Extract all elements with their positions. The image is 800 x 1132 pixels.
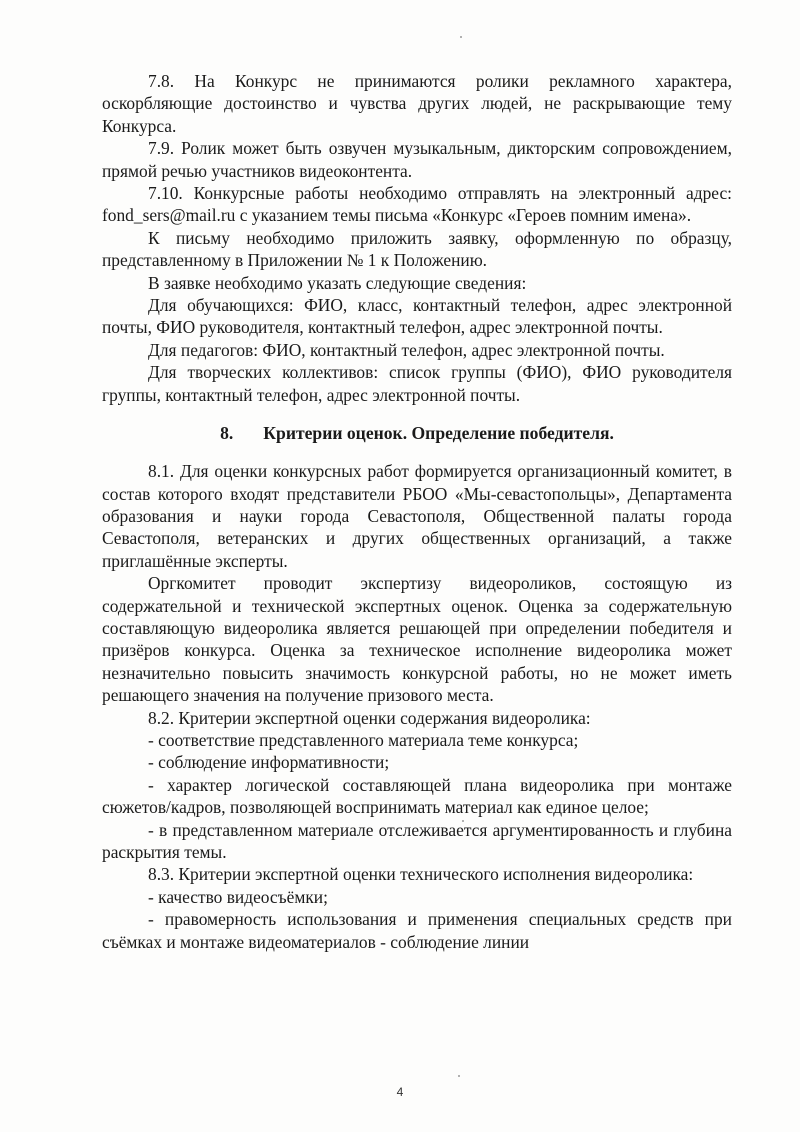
section-8-heading	[102, 422, 732, 444]
section-8-number: 8.	[220, 423, 234, 444]
list-item: - характер логической составляющей плана видеоролика при монтаже сюжетов/кадров, позволяющей воспринимать материал как единое целое;	[102, 774, 732, 818]
section-8-title: Критерии оценок. Определение победителя.	[263, 423, 614, 444]
paragraph-collectives: Для творческих коллективов: список группы (ФИО), ФИО руководителя группы, контактный телефон, адрес электронной почты.	[102, 362, 732, 405]
page-number: 4	[396, 1085, 404, 1099]
list-item: - качество видеосъёмки;	[148, 886, 328, 907]
list-item: - соблюдение информативности;	[148, 752, 390, 773]
paragraph-7-8: 7.8. На Конкурс не принимаются ролики рекламного характера, оскорбляющие достоинство и чувства других людей, не раскрывающие тему Конкурса.	[102, 71, 732, 136]
paragraph-8-1: 8.1. Для оценки конкурсных работ формируется организационный комитет, в состав которого входят представители РБОО «Мы-севастопольцы», Департамента образования и науки города Севастополя, Общественной палаты города Севастополя, ветеранских и других общественных организаций, а также приглашённые эксперты.	[102, 461, 732, 571]
list-item: - соответствие представленного материала теме конкурса;	[148, 729, 579, 750]
scan-speck	[460, 36, 462, 38]
paragraph-teachers: Для педагогов: ФИО, контактный телефон, адрес электронной почты.	[148, 339, 665, 360]
paragraph-8-2: 8.2. Критерии экспертной оценки содержания видеоролика:	[148, 707, 591, 728]
paragraph-required-info: В заявке необходимо указать следующие сведения:	[148, 272, 527, 293]
paragraph-application: К письму необходимо приложить заявку, оформленную по образцу, представленному в Приложении № 1 к Положению.	[102, 227, 732, 271]
document-body	[102, 70, 732, 953]
paragraph-8-3: 8.3. Критерии экспертной оценки технического исполнения видеоролика:	[148, 864, 694, 885]
scan-speck	[458, 1075, 460, 1077]
list-item: - правомерность использования и применения специальных средств при съёмках и монтаже видеоматериалов - соблюдение линии	[102, 909, 732, 952]
paragraph-orgcommittee: Оргкомитет проводит экспертизу видеороликов, состоящую из содержательной и технической экспертных оценок. Оценка за содержательную составляющую видеоролика является решающей при определении победителя и призёров конкурса. Оценка за техническое исполнение видеоролика может незначительно повысить значимость конкурсной работы, но не может иметь решающего значения на получение призового места.	[102, 573, 732, 706]
paragraph-7-10: 7.10. Конкурсные работы необходимо отправлять на электронный адрес: fond_sers@mail.ru с указанием темы письма «Конкурс «Героев помним имена».	[102, 183, 732, 226]
list-item: - в представленном материале отслеживается аргументированность и глубина раскрытия темы.	[102, 819, 732, 862]
paragraph-students: Для обучающихся: ФИО, класс, контактный телефон, адрес электронной почты, ФИО руководителя, контактный телефон, адрес электронной почты.	[102, 295, 732, 338]
paragraph-7-9: 7.9. Ролик может быть озвучен музыкальным, дикторским сопровождением, прямой речью участников видеоконтента.	[102, 138, 732, 181]
